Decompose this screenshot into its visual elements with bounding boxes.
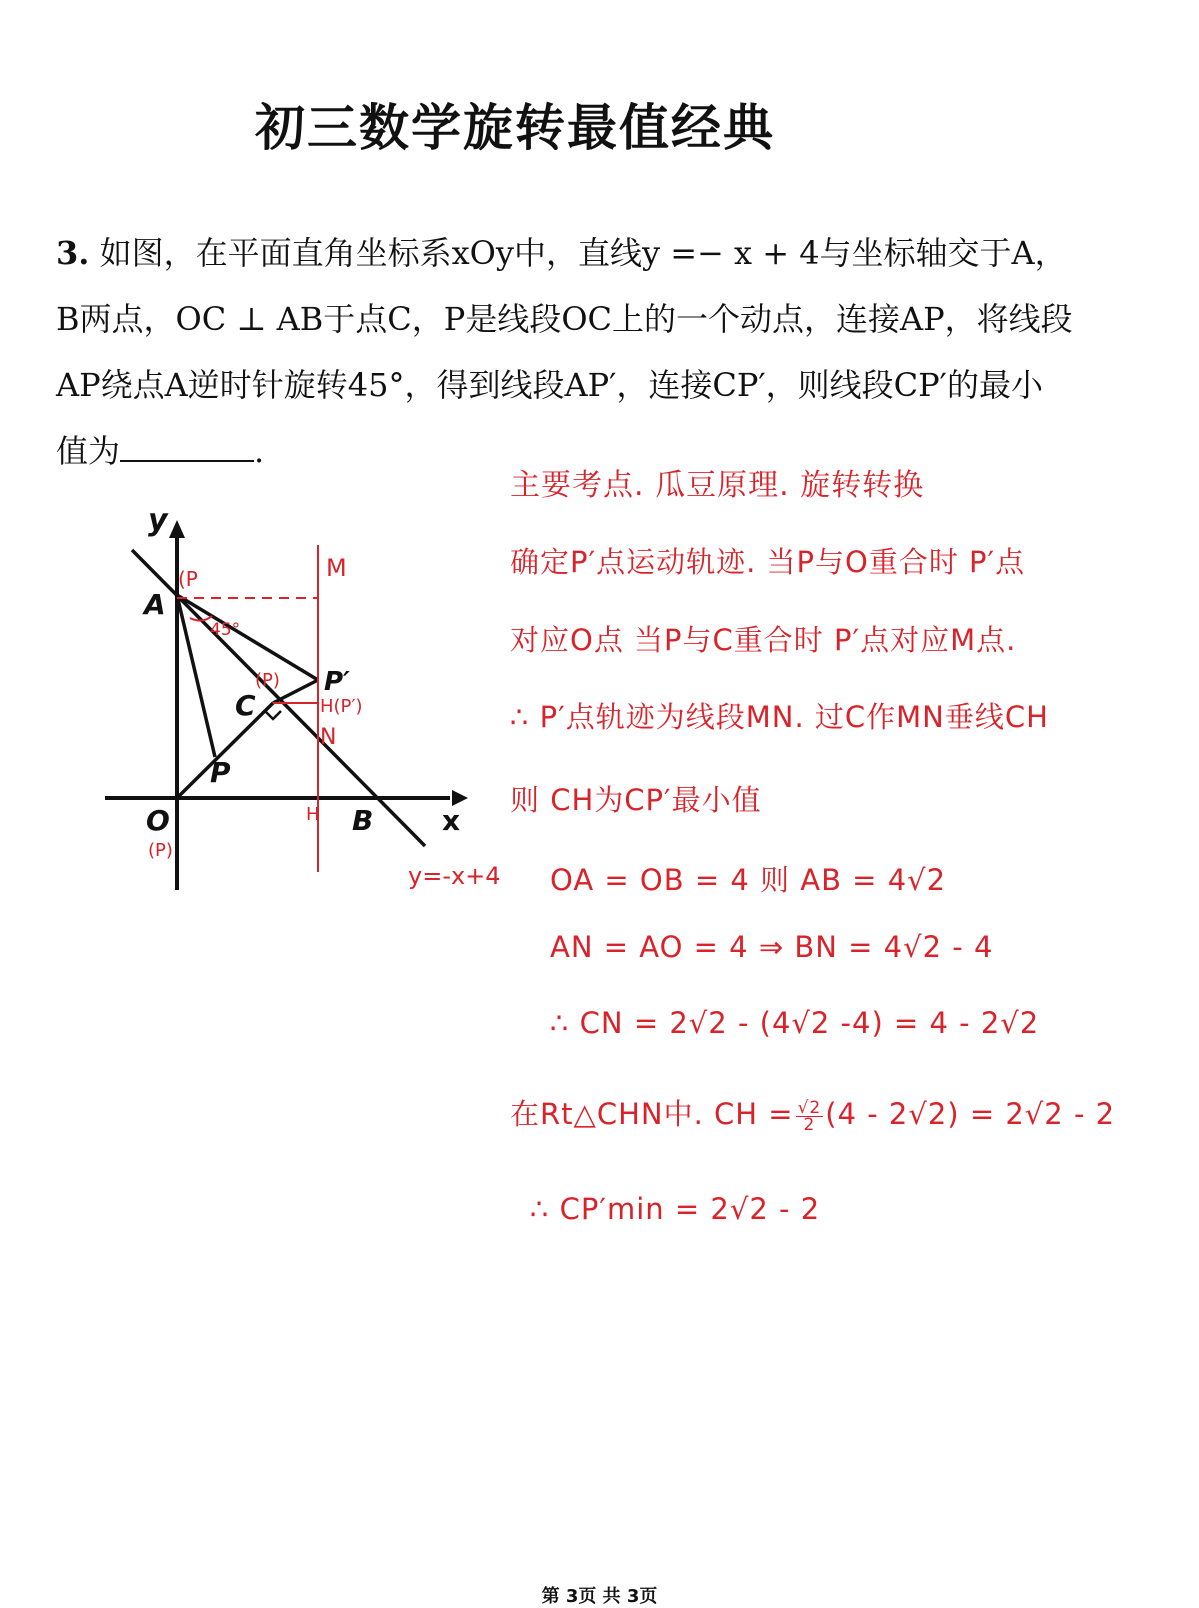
answer-blank [120, 434, 254, 462]
label-m: M [326, 554, 347, 582]
label-n: N [320, 725, 337, 750]
problem-statement [56, 220, 1136, 484]
label-angle: 45° [210, 620, 241, 640]
fraction [796, 1097, 824, 1135]
note-calc-4 [510, 1092, 1115, 1133]
label-h: H [306, 804, 320, 825]
label-b: B [352, 804, 374, 837]
label-o: O [146, 804, 170, 837]
label-origin-note: (P) [148, 840, 173, 861]
note-calc-4-suffix: (4 - 2√2) = 2√2 - 2 [825, 1097, 1116, 1131]
fraction-numerator: √2 [797, 1097, 822, 1118]
label-h-note: H(P′) [320, 696, 363, 717]
note-key-points: 主要考点. 瓜豆原理. 旋转转换 [510, 468, 925, 503]
right-angle-mark [265, 711, 281, 719]
label-a: A [144, 588, 166, 621]
problem-line-1 [56, 220, 1136, 286]
label-a-note: (P [178, 567, 198, 591]
label-c-note: (P) [255, 670, 280, 691]
note-locus-3: ∴ P′点轨迹为线段MN. 过C作MN垂线CH [510, 700, 1049, 734]
note-locus-2: 对应O点 当P与C重合时 P′点对应M点. [510, 623, 1017, 657]
note-conclusion: 则 CH为CP′最小值 [510, 783, 762, 817]
page-title: 初三数学旋转最值经典 [255, 98, 775, 157]
note-calc-4-prefix: 在Rt△CHN中. CH = [510, 1097, 794, 1131]
label-p-prime: P′ [324, 667, 350, 697]
note-calc-3: ∴ CN = 2√2 - (4√2 -4) = 4 - 2√2 [550, 1006, 1040, 1040]
page-footer: 第 3页 共 3页 [541, 1586, 658, 1607]
problem-text-1: 如图，在平面直角坐标系xOy中，直线y =− x + 4与坐标轴交于A， [99, 234, 1067, 272]
answer-prompt: 值为 [56, 432, 121, 470]
note-locus-1: 确定P′点运动轨迹. 当P与O重合时 P′点 [510, 545, 1026, 579]
label-p: P [210, 756, 231, 789]
note-calc-1: OA = OB = 4 则 AB = 4√2 [550, 863, 947, 897]
y-axis-arrow [169, 520, 185, 538]
problem-line-3: AP绕点A逆时针旋转45°，得到线段AP′，连接CP′，则线段CP′的最小 [56, 366, 1043, 404]
note-calc-2: AN = AO = 4 ⇒ BN = 4√2 - 4 [550, 930, 994, 964]
label-x: x [442, 804, 461, 837]
note-answer: ∴ CP′min = 2√2 - 2 [530, 1192, 821, 1226]
label-y: y [148, 503, 168, 538]
answer-period: . [254, 432, 265, 470]
label-c: C [235, 689, 256, 722]
problem-line-2: B两点，OC ⊥ AB于点C，P是线段OC上的一个动点，连接AP，将线段 [56, 300, 1073, 338]
label-line-eq: y=-x+4 [408, 862, 501, 890]
problem-number: 3. [56, 234, 90, 272]
fraction-denominator: 2 [803, 1114, 816, 1135]
